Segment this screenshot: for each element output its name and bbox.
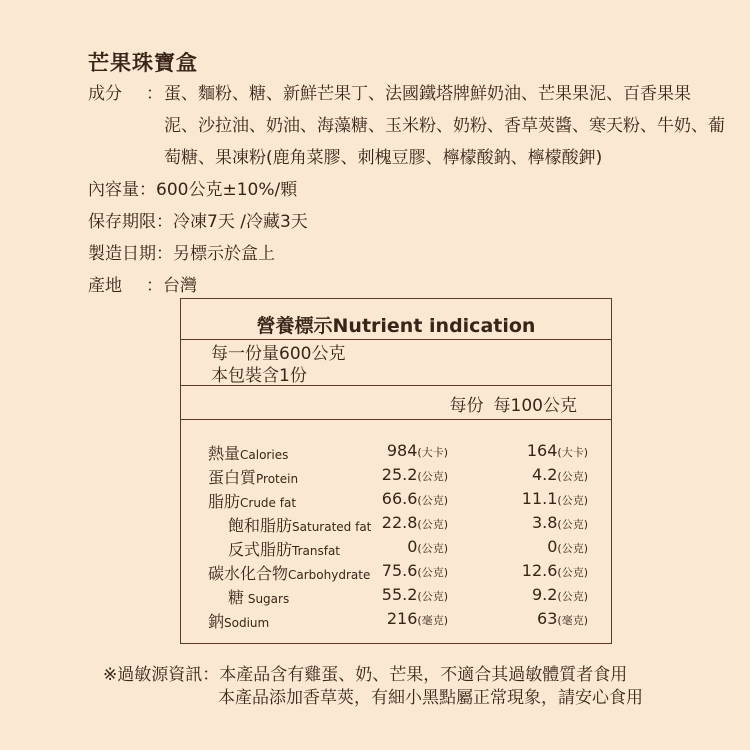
value-per-100g-unit: (大卡)	[557, 446, 588, 459]
nutrient-name-en: Saturated fat	[292, 520, 372, 534]
manufacture-value: ：另標示於盒上	[156, 244, 275, 264]
nutrient-name-en: Sodium	[224, 616, 270, 630]
value-per-serving-num: 55.2	[381, 585, 418, 604]
value-per-serving-unit: (公克)	[417, 518, 448, 531]
manufacture-row	[88, 238, 275, 270]
nutrient-name	[228, 513, 371, 536]
value-per-serving-unit: (公克)	[417, 566, 448, 579]
value-per-100g-unit: (公克)	[557, 494, 588, 507]
col-per-serving: 每份	[449, 396, 484, 416]
nutrient-name-zh: 脂肪	[208, 492, 241, 511]
value-per-serving	[387, 441, 448, 460]
value-per-serving-num: 25.2	[381, 465, 418, 484]
value-per-100g-unit: (公克)	[557, 518, 588, 531]
nutrient-name-en: Sugars	[244, 592, 290, 606]
value-per-100g-num: 11.1	[521, 489, 558, 508]
value-per-serving-num: 22.8	[381, 513, 418, 532]
value-per-100g-unit: (公克)	[557, 542, 588, 555]
nutrition-row	[208, 585, 588, 609]
nutrient-name-en: Transfat	[292, 544, 341, 558]
value-per-serving	[382, 561, 448, 580]
nutrition-row	[208, 489, 588, 513]
column-headers	[450, 391, 577, 416]
nutrient-name-en: Carbohydrate	[288, 568, 371, 582]
value-per-serving-num: 216	[386, 609, 418, 628]
nutrient-name-zh: 反式脂肪	[228, 540, 293, 559]
expiry-row	[88, 206, 308, 238]
value-per-serving-unit: (大卡)	[417, 446, 448, 459]
ingredients-label-b: 分	[105, 84, 122, 104]
ingredients-list	[164, 78, 725, 174]
expiry-value: ：冷凍7天 /冷藏3天	[156, 212, 308, 232]
value-per-serving-unit: (公克)	[417, 590, 448, 603]
value-per-serving-unit: (公克)	[417, 542, 448, 555]
value-per-serving-unit: (毫克)	[417, 614, 448, 627]
value-per-serving	[382, 465, 448, 484]
vanilla-note: 本產品添加香草莢，有細小黑點屬正常現象，請安心食用	[218, 688, 643, 708]
origin-label-b: 地	[105, 276, 122, 296]
value-per-serving	[382, 513, 448, 532]
nutrient-name-zh: 鈉	[208, 612, 225, 631]
nutrient-name-en: Calories	[240, 448, 289, 462]
value-per-100g-num: 4.2	[531, 465, 558, 484]
value-per-100g-num: 63	[537, 609, 558, 628]
value-per-100g	[522, 489, 588, 508]
value-per-serving	[382, 585, 448, 604]
value-per-100g-num: 0	[547, 537, 558, 556]
divider	[181, 419, 611, 420]
capacity-label: 內容量	[88, 180, 139, 200]
value-per-100g-num: 164	[526, 441, 558, 460]
value-per-100g	[532, 465, 588, 484]
divider	[181, 339, 611, 340]
nutrient-name	[208, 561, 370, 584]
nutrition-row	[208, 537, 588, 561]
serving-size: 每一份量600公克	[211, 344, 346, 364]
ingredients-line: 蛋、麵粉、糖、新鮮芒果丁、法國鐵塔牌鮮奶油、芒果果泥、百香果果	[164, 84, 691, 104]
origin-value: ：台灣	[146, 276, 197, 296]
nutrient-name	[208, 609, 269, 632]
servings-per-package: 本包裝含1份	[211, 366, 307, 386]
nutrition-row	[208, 465, 588, 489]
nutrition-title: 營養標示Nutrient indication	[256, 315, 536, 337]
value-per-100g	[527, 441, 588, 460]
value-per-serving-num: 66.6	[381, 489, 418, 508]
product-title: 芒果珠寶盒	[88, 51, 198, 75]
nutrient-name-zh: 碳水化合物	[208, 564, 289, 583]
nutrient-name-zh: 糖	[228, 588, 245, 607]
ingredients-label	[88, 78, 163, 110]
ingredients-sep: ：	[146, 84, 163, 104]
nutrient-name-zh: 熱量	[208, 444, 241, 463]
nutrient-name	[228, 585, 289, 608]
value-per-100g	[547, 537, 588, 556]
nutrition-row	[208, 609, 588, 633]
ingredients-label-a: 成	[88, 84, 105, 104]
value-per-serving-unit: (公克)	[417, 470, 448, 483]
value-per-100g	[532, 585, 588, 604]
value-per-100g	[522, 561, 588, 580]
nutrient-name	[208, 441, 288, 464]
value-per-100g	[537, 609, 588, 628]
capacity-row	[88, 174, 297, 206]
nutrient-name	[228, 537, 340, 560]
value-per-100g-unit: (毫克)	[557, 614, 588, 627]
nutrition-row	[208, 561, 588, 585]
ingredients-line: 萄糖、果凍粉(鹿角菜膠、刺槐豆膠、檸檬酸鈉、檸檬酸鉀)	[164, 148, 603, 168]
value-per-100g-num: 3.8	[531, 513, 558, 532]
value-per-100g-unit: (公克)	[557, 470, 588, 483]
allergen-note: ※過敏源資訊：本產品含有雞蛋、奶、芒果，不適合其過敏體質者食用	[103, 665, 628, 685]
value-per-100g-num: 9.2	[531, 585, 558, 604]
nutrition-panel	[180, 298, 612, 644]
nutrition-row	[208, 513, 588, 537]
value-per-serving-num: 75.6	[381, 561, 418, 580]
serving-info	[211, 343, 345, 387]
value-per-100g	[532, 513, 588, 532]
value-per-serving-num: 0	[407, 537, 418, 556]
nutrient-name-zh: 飽和脂肪	[228, 516, 293, 535]
value-per-100g-unit: (公克)	[557, 566, 588, 579]
nutrient-name-en: Protein	[256, 472, 299, 486]
value-per-serving	[387, 609, 448, 628]
nutrient-name-en: Crude fat	[240, 496, 297, 510]
origin-label-a: 產	[88, 276, 105, 296]
nutrition-row	[208, 441, 588, 465]
ingredients-line: 泥、沙拉油、奶油、海藻糖、玉米粉、奶粉、香草莢醬、寒天粉、牛奶、葡	[164, 116, 725, 136]
expiry-label: 保存期限	[88, 212, 156, 232]
value-per-serving-num: 984	[386, 441, 418, 460]
value-per-serving	[407, 537, 448, 556]
manufacture-label: 製造日期	[88, 244, 156, 264]
nutrient-name	[208, 489, 296, 512]
nutrient-name	[208, 465, 298, 488]
nutrient-name-zh: 蛋白質	[208, 468, 257, 487]
value-per-100g-num: 12.6	[521, 561, 558, 580]
value-per-serving	[382, 489, 448, 508]
value-per-100g-unit: (公克)	[557, 590, 588, 603]
value-per-serving-unit: (公克)	[417, 494, 448, 507]
col-per-100g: 每100公克	[493, 396, 577, 416]
capacity-value: ：600公克±10%/顆	[139, 180, 298, 200]
divider	[181, 385, 611, 386]
